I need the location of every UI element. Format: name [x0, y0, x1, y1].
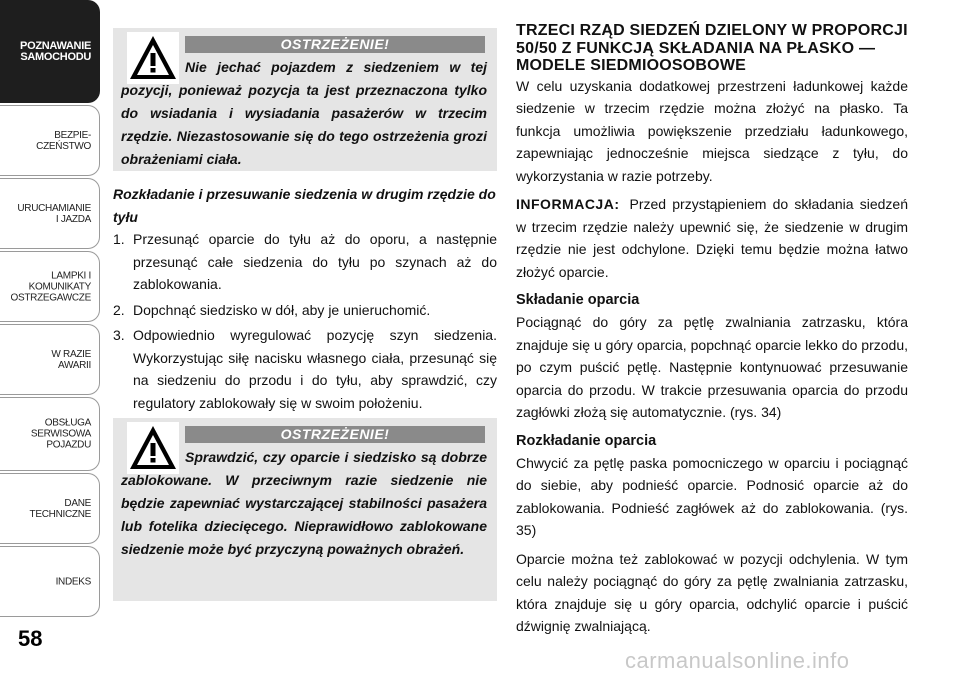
list-item	[113, 324, 497, 414]
section-subtitle: Rozkładanie i przesuwanie siedzenia w drugim rzędzie do tyłu	[113, 186, 496, 225]
watermark: carmanualsonline.info	[625, 648, 850, 673]
tab-label: INDEKS	[55, 576, 91, 587]
step-number: 3.	[113, 327, 125, 343]
chapter-sidebar	[0, 0, 103, 640]
tab-lampki-i-komunikaty[interactable]	[0, 251, 100, 322]
step-text: Dopchnąć siedzisko w dół, aby je unieruchomić.	[133, 301, 431, 318]
warning-header: OSTRZEŻENIE!	[185, 36, 485, 53]
tab-dane-techniczne[interactable]	[0, 473, 100, 544]
warning-text: Sprawdzić, czy oparcie i siedzisko są dobrze zablokowane. W przeciwnym razie siedzenie nie będzie zapewniać wystarczającej stabilności pasażera lub fotelika dziecięcego. Nieprawidłowo zablokowane siedzenie może być przyczyną poważnych obrażeń.	[121, 449, 487, 557]
warning-text: Nie jechać pojazdem z siedzeniem w tej pozycji, ponieważ pozycja ta jest przeznaczona tylko do wsiadania i wysiadania pasażerów w trzecim rzędzie. Niezastosowanie się do tego ostrzeżenia grozi obrażeniami ciała.	[121, 59, 487, 167]
subsection-title: Składanie oparcia	[516, 292, 640, 308]
tab-label: DANE TECHNICZNE	[29, 497, 91, 520]
tab-label: LAMPKI I KOMUNIKATY OSTRZEGAWCZE	[10, 270, 91, 303]
info-label: INFORMACJA:	[516, 196, 620, 212]
subsection-title: Rozkładanie oparcia	[516, 432, 657, 449]
info-text: Przed przystąpieniem do składania siedzeń w trzecim rzędzie należy upewnić się, że siedzenie w drugim rzędzie nie jest odchylone. Dzięki temu będzie można łatwo złożyć oparcie.	[516, 196, 908, 280]
warning-box	[113, 28, 497, 171]
info-paragraph	[516, 193, 908, 283]
subsection-text: Pociągnąć do góry za pętlę zwalniania zatrzasku, która znajduje się u góry oparcia, popchnąć oparcie lekko do przodu, po czym puścić pętlę. Następnie kontynuować przesuwanie oparcia do przodu. W trakcie przesuwania oparcia do przodu zagłówki złożą się automatycznie. (rys. 34)	[516, 314, 908, 420]
page-number: 58	[18, 626, 43, 651]
intro-paragraph: W celu uzyskania dodatkowej przestrzeni ładunkowej każde siedzenie w trzecim rzędzie można złożyć na płasko. Ta funkcja umożliwia powiększenie przedziału ładunkowego, zapewniając jednocześnie miejsca siedzące z tyłu, do wykorzystania w razie potrzeby.	[516, 77, 908, 184]
step-number: 2.	[113, 301, 125, 318]
warning-header: OSTRZEŻENIE!	[185, 426, 485, 443]
step-text: Przesunąć oparcie do tyłu aż do oporu, a następnie przesunąć całe siedzenia do tyłu po szynach aż do zablokowania.	[133, 231, 497, 292]
tab-label: URUCHAMIANIE I JAZDA	[17, 202, 91, 225]
right-section	[516, 22, 908, 644]
tab-w-razie-awarii[interactable]	[0, 324, 100, 395]
tab-obsluga-serwisowa[interactable]	[0, 397, 100, 471]
tab-label: OBSŁUGA SERWISOWA POJAZDU	[30, 417, 91, 451]
tab-uruchamianie-i-jazda[interactable]	[0, 178, 100, 249]
subsection-text: Oparcie można też zablokować w pozycji odchylenia. W tym celu należy pociągnąć do góry za pętlę zwalniania zatrzasku, która znajduje się u góry oparcia, odchylić oparcie i puścić dźwignię zwalniającą.	[516, 550, 908, 634]
warning-box	[113, 418, 497, 601]
step-text: Odpowiednio wyregulować pozycję szyn siedzenia. Wykorzystując siłę nacisku własnego ciała, przesunąć się na siedzeniu do przodu i do tyłu, aby sprawdzić, czy regulatory zablokowały się w swoim położeniu.	[133, 327, 497, 411]
subsection-text: Chwycić za pętlę paska pomocniczego w oparciu i pociągnąć do siebie, aby podnieść oparcie. Podnosić oparcie aż do zablokowania. Podnieść zagłówek aż do zablokowania. (rys. 35)	[516, 454, 908, 538]
section-heading: TRZECI RZĄD SIEDZEŃ DZIELONY W PROPORCJI 50/50 Z FUNKCJĄ SKŁADANIA NA PŁASKO — MODELE SIEDMIOOSOBOWE	[516, 22, 908, 74]
tab-indeks[interactable]	[0, 546, 100, 617]
tab-label: W RAZIE AWARII	[51, 348, 91, 371]
steps-list	[113, 228, 497, 414]
tab-label: BEZPIE- CZEŃSTWO	[36, 129, 91, 152]
left-section	[113, 183, 497, 417]
tab-bezpieczenstwo[interactable]	[0, 105, 100, 176]
tab-label: POZNAWANIE SAMOCHODU	[20, 39, 91, 63]
step-number: 1.	[113, 231, 125, 247]
list-item	[113, 228, 497, 296]
list-item	[113, 299, 497, 322]
tab-poznawanie-samochodu[interactable]	[0, 0, 100, 103]
